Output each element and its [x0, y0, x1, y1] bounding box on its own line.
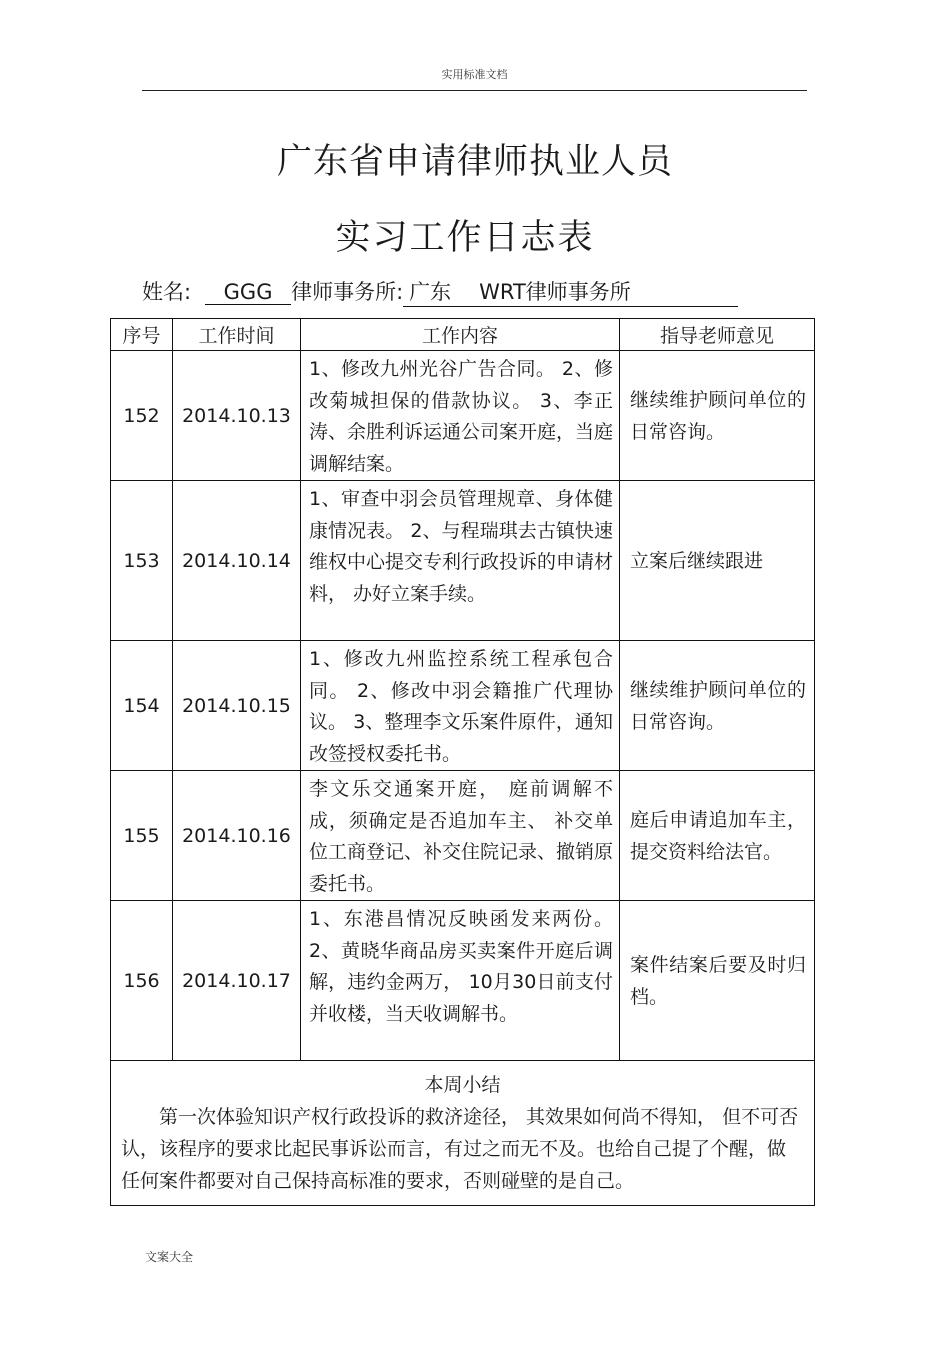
row-serial: 153: [111, 481, 173, 641]
firm-value-part2: WRT律师事务所: [479, 280, 631, 304]
header-divider: [142, 90, 807, 91]
row-serial: 155: [111, 771, 173, 901]
table-row: [111, 901, 815, 1061]
row-opinion: 庭后申请追加车主，提交资料给法官。: [620, 771, 815, 901]
row-content: 1、东港昌情况反映函发来两份。 2、黄晓华商品房买卖案件开庭后调解，违约金两万， 10月30日前支付并收楼，当天收调解书。: [301, 901, 620, 1061]
row-opinion: 继续维护顾问单位的日常咨询。: [620, 351, 815, 481]
header-work-content: 工作内容: [301, 319, 620, 351]
row-content: 1、修改九州监控系统工程承包合同。 2、修改中羽会籍推广代理协议。 3、整理李文乐案件原件，通知改签授权委托书。: [301, 641, 620, 771]
row-date: 2014.10.14: [173, 481, 301, 641]
page-footer: 文案大全: [145, 1250, 194, 1264]
table-row: [111, 771, 815, 901]
row-content: 李文乐交通案开庭， 庭前调解不成，须确定是否追加车主、 补交单位工商登记、补交住院记录、撤销原委托书。: [301, 771, 620, 901]
page-header: 实用标准文档: [441, 68, 508, 81]
header-work-time: 工作时间: [173, 319, 301, 351]
row-serial: 156: [111, 901, 173, 1061]
header-serial: 序号: [111, 319, 173, 351]
row-serial: 152: [111, 351, 173, 481]
summary-title: 本周小结: [424, 1074, 501, 1096]
row-content: 1、审查中羽会员管理规章、身体健康情况表。 2、与程瑞琪去古镇快速维权中心提交专利行政投诉的申请材料， 办好立案手续。: [301, 481, 620, 641]
row-opinion: 继续维护顾问单位的日常咨询。: [620, 641, 815, 771]
row-date: 2014.10.17: [173, 901, 301, 1061]
work-log-table: [110, 318, 815, 1206]
firm-value-part1: 广东: [409, 280, 452, 304]
table-row: [111, 641, 815, 771]
firm-value: [403, 276, 738, 307]
table-row: [111, 481, 815, 641]
row-date: 2014.10.15: [173, 641, 301, 771]
summary-row: [111, 1061, 815, 1206]
info-line: [142, 276, 738, 307]
summary-text: 第一次体验知识产权行政投诉的救济途径， 其效果如何尚不得知， 但不可否认，该程序的要求比起民事诉讼而言，有过之而无不及。也给自己提了个醒，做任何案件都要对自己保持高标准的要求，否则碰壁的是自己。: [121, 1106, 799, 1192]
row-serial: 154: [111, 641, 173, 771]
row-date: 2014.10.16: [173, 771, 301, 901]
header-mentor-opinion: 指导老师意见: [620, 319, 815, 351]
table-header-row: [111, 319, 815, 351]
row-opinion: 案件结案后要及时归档。: [620, 901, 815, 1061]
name-label: 姓名:: [142, 280, 192, 304]
row-opinion: 立案后继续跟进: [620, 481, 815, 641]
name-value: GGG: [205, 280, 291, 305]
weekly-summary: [111, 1061, 815, 1206]
document-title-line1: 广东省申请律师执业人员: [276, 142, 673, 182]
row-content: 1、修改九州光谷广告合同。 2、修改菊城担保的借款协议。 3、李正涛、余胜利诉运通公司案开庭，当庭调解结案。: [301, 351, 620, 481]
row-date: 2014.10.13: [173, 351, 301, 481]
table-row: [111, 351, 815, 481]
document-title-line2: 实习工作日志表: [335, 218, 595, 258]
firm-label: 律师事务所:: [291, 280, 404, 304]
